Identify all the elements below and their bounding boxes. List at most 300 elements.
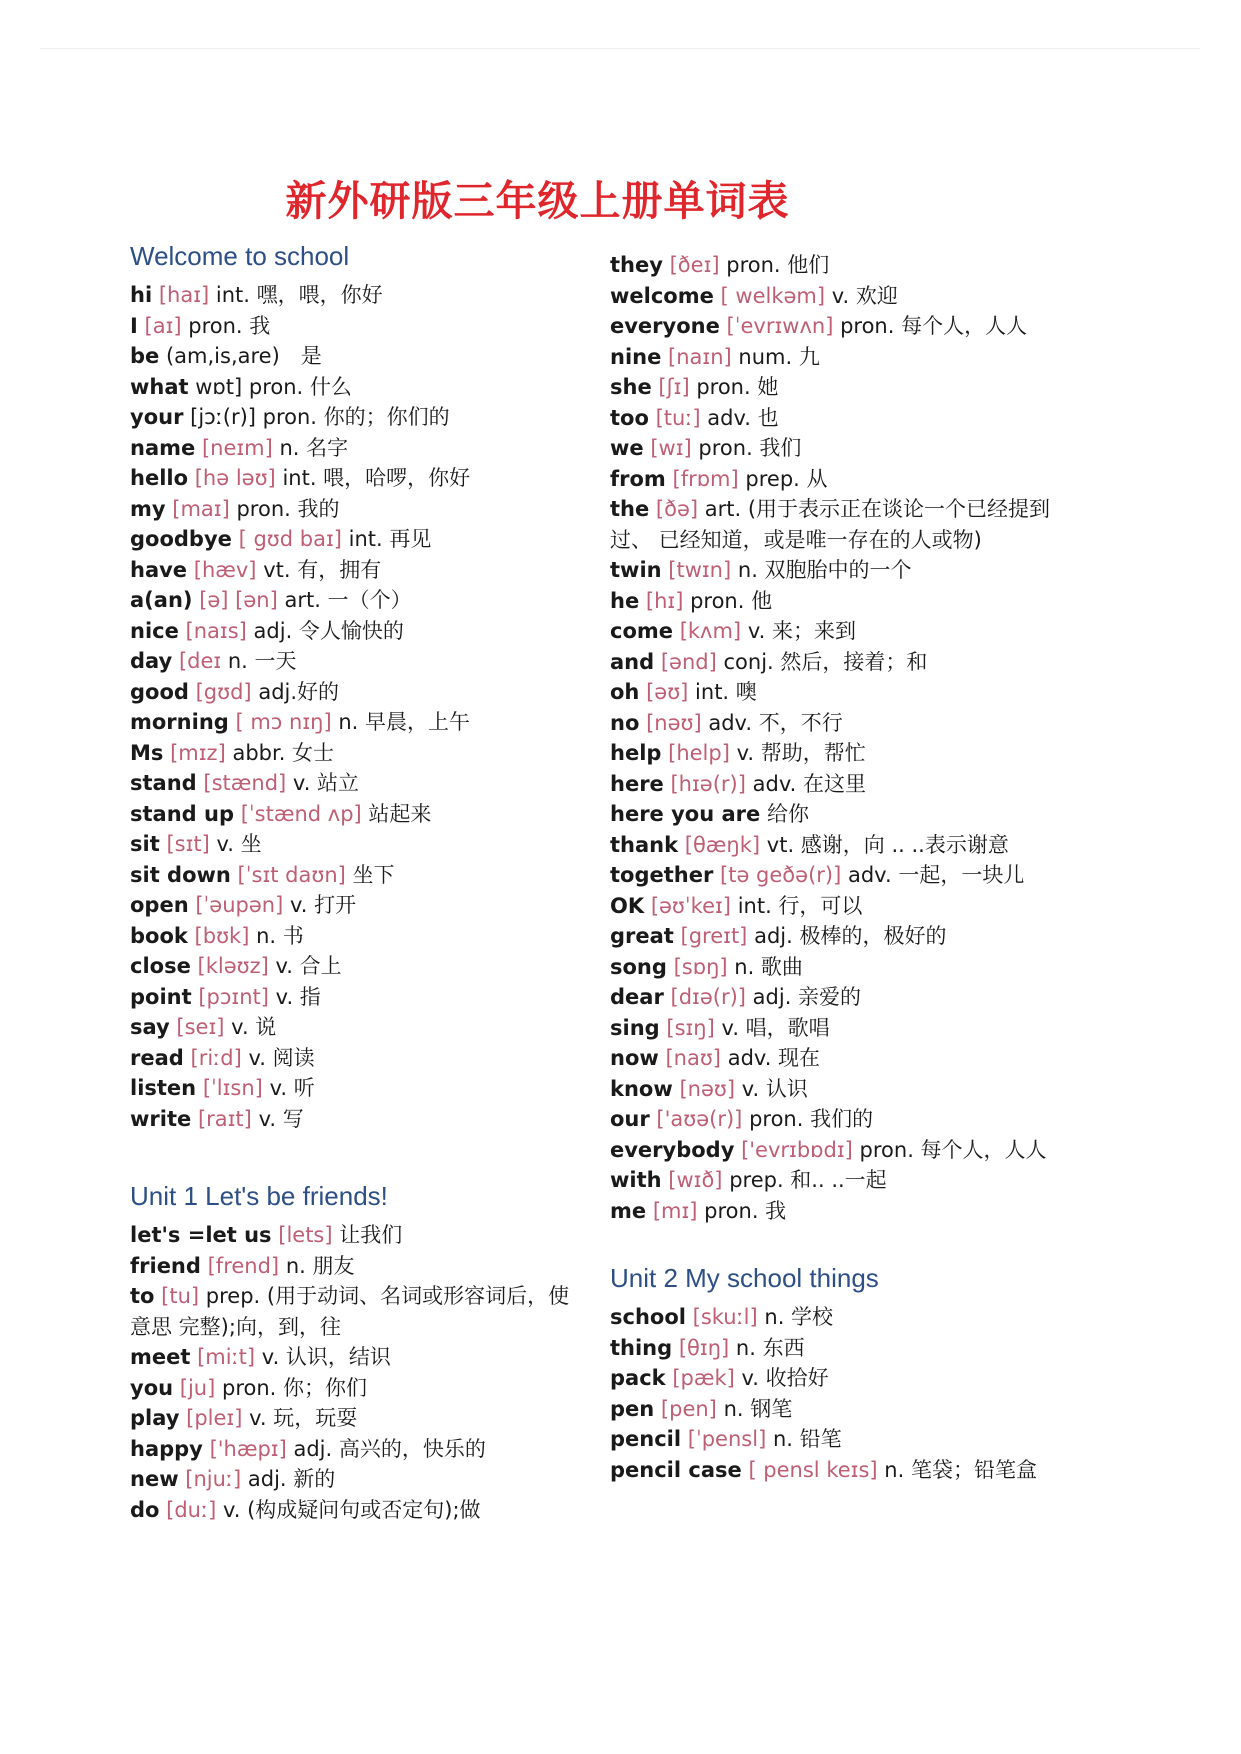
vocab-meaning: n. 钢笔 [723,1396,793,1421]
vocab-word: everyone [610,314,720,338]
vocab-entry [610,311,1070,342]
vocab-word: and [610,649,655,674]
vocab-word: what [130,374,189,399]
vocab-phonetic: [help] [668,741,730,765]
vocab-entry [130,1012,570,1043]
vocab-entry [130,860,570,891]
vocab-entry [610,860,1070,891]
vocab-entry [610,433,1070,464]
vocab-entry [130,555,570,586]
vocab-phonetic: [ˈpensl] [687,1427,767,1451]
vocab-phonetic: [lets] [278,1223,333,1247]
vocab-meaning: pron. 每个人，人人 [840,314,1028,338]
vocab-word: dear [610,985,664,1009]
vocab-meaning: conj. 然后，接着；和 [723,649,928,674]
vocab-meaning: v. 帮助，帮忙 [736,741,866,765]
section-spacer [610,1226,1070,1254]
vocab-word: she [610,375,652,399]
vocab-meaning: adv. 一起，一块儿 [847,863,1025,887]
vocab-entry [130,921,570,952]
vocab-entry [130,738,570,769]
vocab-word: meet [130,1345,191,1369]
vocab-word: do [130,1497,160,1522]
vocab-meaning: n. 书 [256,923,304,948]
vocab-meaning: pron. 你；你们 [221,1375,367,1400]
vocab-meaning: int. 嘿，喂，你好 [215,283,383,307]
vocab-entry [610,708,1070,739]
vocab-section [610,1254,1070,1485]
vocab-entry [130,951,570,982]
vocab-entry [610,1043,1070,1074]
vocab-phonetic: [tu] [161,1284,200,1308]
vocab-entry [130,646,570,677]
vocab-word: write [130,1106,192,1131]
vocab-meaning: int. 再见 [348,527,432,551]
vocab-phonetic: [hɪə(r)] [670,771,746,796]
vocab-phonetic: [twɪn] [668,558,732,582]
vocab-meaning: adj. 亲爱的 [752,985,862,1009]
vocab-phonetic: [ welkəm] [720,283,826,308]
vocab-meaning: v. 指 [275,984,321,1009]
vocab-entry [610,952,1070,983]
vocab-meaning: v. 认识 [741,1076,808,1101]
vocab-phonetic: [neɪm] [201,435,273,460]
vocab-phonetic: [ gʊd baɪ] [238,527,342,551]
vocab-word: hello [130,466,189,490]
vocab-entry [130,1104,570,1135]
vocab-meaning: vt. 有，拥有 [263,557,382,582]
vocab-entry [130,1251,570,1282]
vocab-meaning: v. 来；来到 [747,619,856,643]
vocab-word: close [130,954,191,978]
vocab-phonetic: [kləʊz] [197,954,269,978]
vocab-entry [610,372,1070,403]
vocab-word: goodbye [130,527,232,551]
vocab-word: now [610,1046,659,1070]
vocab-phonetic: ['evrɪbɒdɪ] [741,1137,853,1162]
vocab-phonetic: [θæŋk] [684,832,761,857]
vocab-word: oh [610,680,640,704]
vocab-entry [130,890,570,921]
scan-edge-top [40,48,1200,49]
vocab-phonetic: [pɔɪnt] [198,984,269,1009]
vocab-word: pen [610,1396,655,1421]
vocab-phonetic: [sɒŋ] [673,954,728,979]
vocab-entry [130,1073,570,1104]
vocab-word: be [130,344,160,368]
vocab-meaning: adj. 新的 [247,1467,336,1491]
vocab-word: name [130,435,196,460]
vocab-word: hi [130,283,153,307]
vocab-entry [130,982,570,1013]
vocab-entry [130,463,570,494]
vocab-meaning: art. 一（个） [284,588,412,612]
vocab-entry [610,1424,1070,1455]
vocab-entry [130,1043,570,1074]
vocab-word: they [610,253,663,277]
vocab-meaning: v. 收拾好 [741,1366,829,1390]
vocab-phonetic: [ˈəupən] [195,893,284,917]
vocab-word: the [610,497,650,521]
vocab-meaning: pron. 她 [696,375,779,399]
vocab-entry [130,616,570,647]
vocab-meaning: art. (用于表示正在谈论一个已经提到过、 已经知道，或是唯一存在的人或物) [610,497,1051,552]
vocab-entry [130,402,570,433]
vocab-word: here you are [610,802,761,826]
vocab-meaning: v. 玩，玩耍 [249,1406,358,1430]
vocab-section [610,250,1070,1226]
vocab-meaning: v. 认识，结识 [261,1345,391,1369]
vocab-phonetic: [wɪ] [650,436,692,460]
vocab-meaning: pron. 我们的 [749,1107,874,1131]
vocab-phonetic: [stænd] [203,771,287,795]
section-heading: Unit 2 My school things [610,1263,879,1293]
vocab-meaning: n. 朋友 [285,1253,355,1278]
vocab-word: everybody [610,1137,735,1162]
vocab-phonetic: [naɪs] [185,618,247,643]
vocab-meaning: v. 坐 [216,832,262,856]
vocab-entry [130,677,570,708]
vocab-phonetic: [dɪə(r)] [670,985,746,1009]
vocab-phonetic: [naɪn] [668,344,732,369]
vocab-meaning: prep. 和.. ..一起 [729,1168,887,1192]
vocab-word: stand [130,771,197,795]
vocab-meaning: n. 铅笔 [772,1427,842,1451]
vocab-entry [610,647,1070,678]
vocab-phonetic: [tə geðə(r)] [720,863,842,887]
vocab-word: with [610,1168,662,1192]
vocab-meaning: 让我们 [339,1223,403,1247]
vocab-word: together [610,863,714,887]
vocab-phonetic: [skuːl] [692,1305,758,1329]
vocab-phonetic: [ˈstænd ʌp] [240,801,362,826]
vocab-phonetic: [ðə] [655,497,699,521]
vocab-meaning: v. (构成疑问句或否定句);做 [222,1497,481,1522]
vocab-entry [610,1455,1070,1486]
vocab-meaning: v. 听 [269,1076,315,1100]
vocab-phonetic: [ðeɪ] [669,253,720,277]
vocab-word: book [130,923,188,948]
vocab-phonetic: [ju] [179,1375,216,1400]
vocab-meaning: n. 学校 [764,1305,834,1329]
vocab-word: new [130,1467,179,1491]
vocab-phonetic: [θɪŋ] [678,1335,730,1360]
vocab-entry [130,1373,570,1404]
vocab-meaning: v. 站立 [292,771,360,795]
vocab-phonetic: [kʌm] [679,619,742,643]
vocab-phonetic: [sɪt] [166,832,210,856]
vocab-meaning: v. 阅读 [248,1045,315,1070]
vocab-word: to [130,1284,155,1308]
vocab-entry [610,1135,1070,1166]
vocab-word: you [130,1375,174,1400]
vocab-entry [130,1495,570,1526]
vocab-word: thank [610,832,679,857]
vocab-phonetic: [bʊk] [194,923,250,948]
vocab-phonetic: [seɪ] [176,1015,225,1039]
vocab-meaning: prep. (用于动词、名词或形容词后，使意思 完整);向，到，往 [130,1284,570,1339]
vocab-phonetic: [njuː] [185,1467,242,1491]
vocab-entry [610,586,1070,617]
vocab-meaning: adv. 也 [707,405,779,430]
vocab-meaning: prep. 从 [745,466,828,491]
vocab-meaning: 给你 [766,802,809,826]
vocab-meaning: int. 行，可以 [737,893,863,918]
vocab-word: my [130,496,166,521]
vocab-meaning: n. 笔袋；铅笔盒 [884,1457,1037,1482]
vocab-entry [610,799,1070,830]
vocab-entry [610,616,1070,647]
vocab-word: song [610,954,667,979]
vocab-word: morning [130,710,229,734]
vocab-meaning: v. 唱，歌唱 [721,1015,830,1040]
vocab-meaning: (am,is,are) 是 [165,344,322,368]
vocab-entry [610,891,1070,922]
vocab-phonetic: [mɪz] [170,740,226,765]
vocab-meaning: pron. 每个人，人人 [859,1137,1047,1162]
section-spacer [130,1134,570,1172]
vocab-entry [610,403,1070,434]
vocab-entry [610,982,1070,1013]
vocab-phonetic: [nəʊ] [646,710,702,735]
vocab-entry [610,555,1070,586]
vocab-meaning: n. 名字 [279,435,349,460]
vocab-phonetic: [ mɔ nɪŋ] [235,710,332,734]
vocab-phonetic: [haɪ] [158,283,210,307]
vocab-word: pack [610,1366,666,1390]
vocab-meaning: abbr. 女士 [232,740,335,765]
vocab-word: nice [130,618,179,643]
vocab-phonetic: [hæv] [193,557,257,582]
vocab-meaning: v. 写 [258,1106,304,1131]
vocab-meaning: v. 合上 [275,954,342,978]
vocab-meaning: pron. 我们 [698,436,802,460]
vocab-entry [130,280,570,311]
vocab-phonetic: [hɪ] [645,588,684,613]
vocab-meaning: pron. 他 [690,588,773,613]
vocab-entry [610,1196,1070,1227]
vocab-word: open [130,893,189,917]
vocab-phonetic: [ˈlɪsn] [202,1076,263,1100]
vocab-meaning: [jɔː(r)] pron. 你的；你们的 [190,405,450,429]
vocab-phonetic: ['aʊə(r)] [656,1107,743,1131]
vocab-word: school [610,1305,686,1329]
vocab-meaning: n. 东西 [735,1335,805,1360]
vocab-phonetic: [tuː] [655,405,701,430]
vocab-entry [130,768,570,799]
vocab-word: Ms [130,740,164,765]
vocab-meaning: pron. 他们 [726,253,830,277]
vocab-entry [130,1220,570,1251]
vocab-meaning: v. 欢迎 [831,283,898,308]
vocab-meaning: adj. 高兴的，快乐的 [293,1436,486,1461]
vocab-word: good [130,679,189,704]
vocab-phonetic: [riːd] [190,1045,242,1070]
vocab-entry [610,738,1070,769]
vocab-word: read [130,1045,184,1070]
vocab-meaning: 站起来 [368,801,432,826]
vocab-word: friend [130,1253,201,1278]
vocab-phonetic: [ʃɪ] [658,375,690,399]
vocab-phonetic: [ənd] [660,649,717,674]
vocab-word: I [130,313,138,338]
vocab-word: me [610,1198,647,1223]
vocab-entry [610,281,1070,312]
vocab-word: stand up [130,801,234,826]
vocab-entry [610,1363,1070,1394]
vocab-entry [610,494,1070,555]
vocab-word: no [610,710,640,735]
vocab-entry [610,1074,1070,1105]
vocab-entry [130,311,570,342]
vocab-phonetic: [deɪ [178,649,222,673]
vocab-meaning: adj.好的 [258,679,340,704]
vocab-word: a(an) [130,588,193,612]
vocab-entry [130,585,570,616]
vocab-phonetic: [greɪt] [680,924,748,948]
vocab-phonetic: [naʊ] [665,1046,722,1070]
vocab-section [130,232,570,1134]
vocab-entry [130,433,570,464]
vocab-entry [130,524,570,555]
vocab-entry [610,464,1070,495]
vocab-word: listen [130,1076,197,1100]
right-column [610,250,1070,1485]
vocab-meaning: num. 九 [738,344,820,369]
vocab-entry [130,799,570,830]
vocab-word: help [610,741,662,765]
vocab-phonetic: [ə] [ən] [199,588,278,612]
vocab-phonetic: [maɪ] [172,496,230,521]
vocab-entry [610,1165,1070,1196]
vocab-word: let's =let us [130,1223,272,1247]
vocab-phonetic: [raɪt] [197,1106,252,1131]
vocab-phonetic: [mɪ] [652,1198,698,1223]
vocab-meaning: pron. 我的 [236,496,340,521]
vocab-phonetic: [pæk] [672,1366,735,1390]
vocab-word: pencil case [610,1457,742,1482]
vocab-phonetic: [ˈsɪt daʊn] [237,862,346,887]
vocab-meaning: wɒt] pron. 什么 [195,374,352,399]
vocab-phonetic: [sɪŋ] [666,1015,715,1040]
vocab-meaning: adv. 现在 [727,1046,821,1070]
vocab-entry [130,1403,570,1434]
vocab-entry [610,921,1070,952]
vocab-word: nine [610,344,662,369]
vocab-phonetic: [frɒm] [672,466,739,491]
vocab-entry [130,372,570,403]
vocab-meaning: 坐下 [352,862,395,887]
vocab-entry [610,677,1070,708]
page-title: 新外研版三年级上册单词表 [285,177,790,225]
vocab-entry [130,707,570,738]
vocab-phonetic: [duː] [166,1497,217,1522]
vocab-word: sit down [130,862,231,887]
vocab-entry [130,341,570,372]
vocab-meaning: n. 歌曲 [734,954,803,979]
vocab-entry [610,1394,1070,1425]
vocab-entry [610,1013,1070,1044]
vocab-meaning: adj. 令人愉快的 [253,618,404,643]
vocab-phonetic: [hə ləʊ] [194,466,276,490]
vocab-entry [610,342,1070,373]
vocab-word: know [610,1076,673,1101]
vocab-meaning: pron. 我 [188,313,271,338]
vocab-entry [610,250,1070,281]
vocab-phonetic: [nəʊ] [679,1076,736,1101]
vocab-word: sing [610,1015,660,1040]
vocab-meaning: int. 喂，哈啰，你好 [282,466,471,490]
vocab-meaning: adv. 在这里 [752,771,866,796]
vocab-meaning: adj. 极棒的，极好的 [754,924,947,948]
vocab-phonetic: [əʊ] [646,680,689,704]
vocab-word: here [610,771,664,796]
vocab-word: too [610,405,649,430]
vocab-section [130,1172,570,1525]
vocab-meaning: v. 说 [231,1015,277,1039]
vocab-word: from [610,466,666,491]
vocab-entry [130,1464,570,1495]
vocab-phonetic: [miːt] [197,1345,256,1369]
vocab-meaning: n. 双胞胎中的一个 [737,558,912,582]
vocab-entry [130,1281,570,1342]
vocab-entry [130,1434,570,1465]
vocab-entry [610,830,1070,861]
vocab-meaning: n. 早晨，上午 [338,710,470,734]
vocab-word: your [130,405,184,429]
vocab-word: thing [610,1335,673,1360]
vocab-word: OK [610,893,645,918]
vocab-entry [610,1302,1070,1333]
vocab-phonetic: ['hæpɪ] [209,1436,287,1461]
vocab-word: have [130,557,188,582]
vocab-meaning: int. 噢 [695,680,757,704]
vocab-entry [130,1342,570,1373]
vocab-word: say [130,1015,170,1039]
vocab-word: our [610,1107,650,1131]
vocab-meaning: v. 打开 [289,893,357,917]
vocab-phonetic: [wɪð] [668,1168,723,1192]
vocab-entry [130,829,570,860]
section-heading: Unit 1 Let's be friends! [130,1181,388,1211]
vocab-word: we [610,436,644,460]
vocab-word: play [130,1406,180,1430]
vocab-word: welcome [610,283,714,308]
vocab-word: sit [130,832,160,856]
vocab-phonetic: [ pensl keɪs] [748,1457,878,1482]
vocab-word: come [610,619,673,643]
vocab-phonetic: [ˈevrɪwʌn] [726,314,834,338]
vocab-phonetic: [pen] [660,1396,717,1421]
vocab-phonetic: [əʊˈkeɪ] [650,893,731,918]
vocab-phonetic: [aɪ] [144,313,182,338]
left-column [130,232,570,1525]
vocab-word: point [130,984,192,1009]
vocab-entry [130,494,570,525]
vocab-word: pencil [610,1427,682,1451]
vocab-meaning: pron. 我 [704,1198,787,1223]
vocab-entry [610,1104,1070,1135]
vocab-phonetic: [gʊd] [195,679,252,704]
vocab-meaning: n. 一天 [227,649,297,673]
vocab-word: day [130,649,173,673]
vocab-phonetic: [pleɪ] [186,1406,243,1430]
vocab-phonetic: [frend] [207,1253,280,1278]
vocab-entry [610,769,1070,800]
vocab-word: happy [130,1436,203,1461]
vocab-word: he [610,588,640,613]
vocab-meaning: vt. 感谢，向 .. ..表示谢意 [766,832,1009,857]
